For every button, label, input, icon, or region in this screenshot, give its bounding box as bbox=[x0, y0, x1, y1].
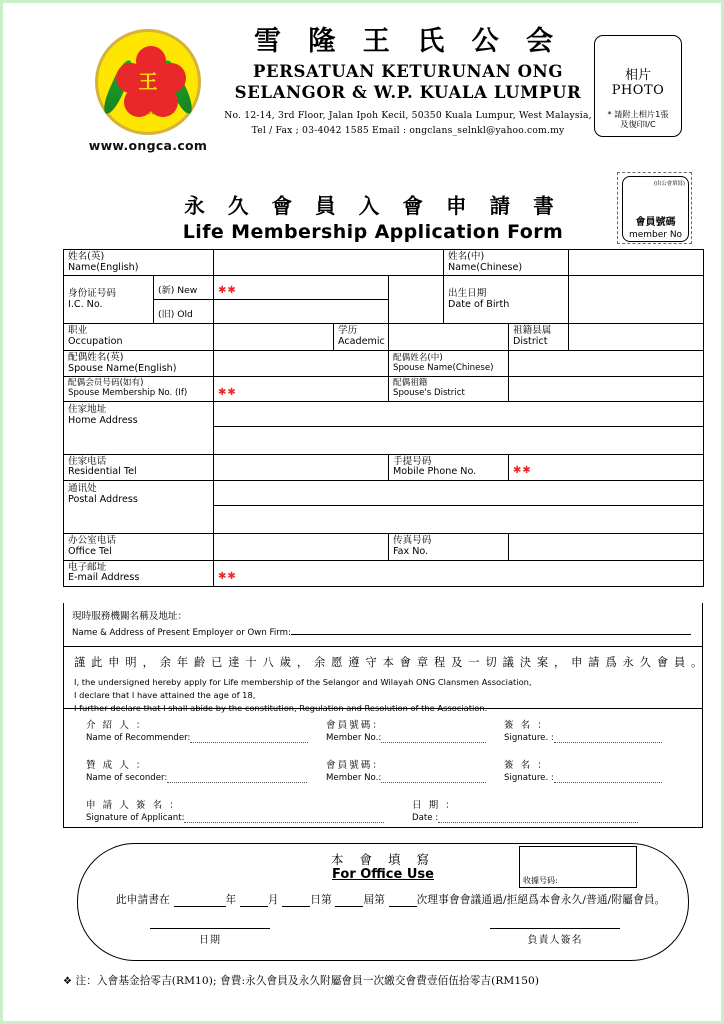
decision-part-5: 屆第 bbox=[363, 894, 386, 906]
cell-label-ic-old bbox=[154, 300, 214, 324]
office-decision-line bbox=[116, 892, 666, 907]
declaration-english-line1: I, the undersigned hereby apply for Life membership of the Selangor and Wilayah ONG Clansmen Association, bbox=[74, 677, 532, 687]
label-en: E-mail Address bbox=[68, 572, 140, 584]
seconder-label-cn: 贊 成 人 ： bbox=[86, 760, 148, 771]
org-contact-line: Tel / Fax ; 03-4042 1585 Email : ongclans_selnkl@yahoo.com.my bbox=[251, 124, 565, 136]
recommender-member-no-label-cn: 會員號碼： bbox=[326, 720, 384, 731]
employer-label-english: Name & Address of Present Employer or Own Firm: bbox=[72, 628, 291, 638]
recommender-member-no-input-line[interactable] bbox=[381, 734, 486, 743]
recommender-signature-label-en: Signature. : bbox=[504, 733, 554, 743]
cell-label-name-chinese bbox=[444, 250, 569, 276]
label-en: Name(Chinese) bbox=[448, 261, 523, 273]
application-date-field bbox=[412, 797, 638, 823]
input-spouse-district[interactable] bbox=[509, 377, 704, 401]
applicant-row bbox=[64, 797, 702, 831]
label-en: District bbox=[513, 336, 548, 348]
seconder-signature-label-en: Signature. : bbox=[504, 773, 554, 783]
website-url: www.ongca.com bbox=[88, 138, 208, 153]
input-home-address-line2[interactable] bbox=[214, 426, 704, 454]
table-row bbox=[64, 401, 704, 426]
recommender-member-no-label-en: Member No.: bbox=[326, 733, 382, 743]
label-cn: 办公室电话 bbox=[68, 535, 116, 547]
date-label-cn: 日 期 ： bbox=[412, 800, 457, 811]
seconder-member-no-label-en: Member No.: bbox=[326, 773, 382, 783]
decision-blank-year[interactable] bbox=[174, 897, 226, 907]
recommender-signature-label-cn: 簽 名 ： bbox=[504, 720, 549, 731]
seconder-field bbox=[86, 757, 307, 783]
label-en: Home Address bbox=[68, 414, 138, 426]
seconder-input-line[interactable] bbox=[167, 774, 307, 783]
cell-label-mobile-phone bbox=[389, 454, 509, 480]
office-officer-field bbox=[490, 928, 620, 946]
cell-label-residential-tel bbox=[64, 454, 214, 480]
input-spouse-name-chinese[interactable] bbox=[509, 350, 704, 376]
cell-label-ic-no bbox=[64, 276, 154, 324]
label-cn: 住家电话 bbox=[68, 455, 107, 467]
table-row bbox=[64, 276, 704, 300]
cell-label-home-address bbox=[64, 401, 214, 454]
label-en: Office Tel bbox=[68, 545, 112, 557]
required-marker: ✱✱ bbox=[513, 464, 532, 476]
label-cn: 通讯处 bbox=[68, 483, 97, 495]
label-cn: 配偶会员号码(如有) bbox=[68, 378, 144, 389]
label-cn: 姓名(英) bbox=[68, 251, 105, 262]
bullet-icon: ❖ bbox=[63, 976, 73, 987]
form-title-chinese: 永 久 會 員 入 會 申 請 書 bbox=[184, 194, 562, 218]
input-office-tel[interactable] bbox=[214, 534, 389, 560]
input-fax-no[interactable] bbox=[509, 534, 704, 560]
label-cn: 配偶姓名(中) bbox=[393, 353, 443, 364]
member-no-box bbox=[622, 176, 689, 242]
recommender-signature-field bbox=[504, 717, 662, 743]
cell-label-office-tel bbox=[64, 534, 214, 560]
photo-note-line1: * 請附上相片1張 bbox=[607, 109, 669, 119]
org-name-english-line2: SELANGOR & W.P. KUALA LUMPUR bbox=[234, 82, 582, 102]
applicant-details-table bbox=[63, 249, 704, 587]
label-cn: 出生日期 bbox=[448, 288, 487, 300]
office-signature-row bbox=[78, 928, 688, 956]
seconder-signature-label-en-row bbox=[504, 773, 662, 783]
label-ic-old: (旧) Old bbox=[158, 309, 193, 321]
fees-note bbox=[63, 973, 703, 988]
recommender-field bbox=[86, 717, 308, 743]
label-en: Residential Tel bbox=[68, 466, 137, 478]
label-en: Occupation bbox=[68, 336, 123, 348]
seconder-row bbox=[64, 757, 702, 791]
input-mobile-phone[interactable] bbox=[509, 454, 704, 480]
cell-label-name-english bbox=[64, 250, 214, 276]
label-cn: 学历 bbox=[338, 325, 358, 337]
input-ic-old[interactable] bbox=[214, 300, 389, 324]
input-residential-tel[interactable] bbox=[214, 454, 389, 480]
input-email-address[interactable] bbox=[214, 560, 704, 586]
decision-part-3: 月 bbox=[267, 894, 279, 906]
logo-caption: 雪隆王氏公會 bbox=[128, 109, 168, 116]
label-en: Fax No. bbox=[393, 545, 429, 557]
seconder-member-no-label-en-row bbox=[326, 773, 486, 783]
required-marker: ✱✱ bbox=[218, 386, 237, 398]
recommender-row bbox=[64, 717, 702, 751]
decision-blank-term[interactable] bbox=[335, 897, 363, 907]
label-cn: 配偶祖籍 bbox=[393, 378, 428, 389]
seconder-signature-field bbox=[504, 757, 662, 783]
seconder-signature-input-line[interactable] bbox=[554, 774, 662, 783]
org-name-chinese: 雪 隆 王 氏 公 会 bbox=[254, 26, 562, 57]
table-row bbox=[64, 377, 704, 401]
receipt-no-box[interactable] bbox=[519, 846, 637, 888]
cell-label-postal-address bbox=[64, 481, 214, 534]
applicant-signature-input-line[interactable] bbox=[184, 814, 384, 823]
decision-blank-meeting[interactable] bbox=[389, 897, 417, 907]
label-cn: 住家地址 bbox=[68, 403, 107, 415]
label-cn: 配偶姓名(英) bbox=[68, 351, 124, 363]
table-row bbox=[64, 534, 704, 560]
table-row bbox=[64, 350, 704, 376]
date-label-en-row bbox=[412, 813, 638, 823]
table-row bbox=[64, 481, 704, 506]
declaration-english-line3: I further declare that I shall abide by the constitution, Regulation and Resolution of the Association. bbox=[74, 702, 488, 713]
decision-part-1: 此申請書在 bbox=[116, 894, 170, 906]
seconder-member-no-field bbox=[326, 757, 486, 783]
recommender-label-en: Name of Recommender: bbox=[86, 733, 191, 743]
label-cn: 祖籍县属 bbox=[513, 325, 552, 337]
fees-note-text: 注：入會基金拾零吉(RM10); 會費:永久會員及永久附屬會員一次繳交會費壹佰伍拾零吉(RM150) bbox=[75, 975, 540, 987]
logo-surname-char bbox=[133, 67, 163, 97]
office-date-line[interactable] bbox=[150, 928, 270, 929]
recommender-signature-input-line[interactable] bbox=[554, 734, 662, 743]
employer-label-chinese: 現時服務機關名稱及地址： bbox=[72, 611, 188, 622]
photo-note-line2: 及復印I/C bbox=[620, 119, 656, 130]
table-row bbox=[64, 324, 704, 350]
decision-blank-day[interactable] bbox=[282, 897, 310, 907]
seconder-member-no-label-cn: 會員號碼： bbox=[326, 760, 384, 771]
recommender-signature-label-en-row bbox=[504, 733, 662, 743]
label-en: Date of Birth bbox=[448, 298, 510, 310]
label-en: I.C. No. bbox=[68, 298, 103, 310]
input-home-address-line1[interactable] bbox=[214, 401, 704, 426]
label-cn: 职业 bbox=[68, 325, 88, 337]
label-en: Spouse's District bbox=[393, 388, 465, 399]
recommender-label-en-row bbox=[86, 733, 308, 743]
cell-label-district bbox=[509, 324, 569, 350]
decision-part-2: 年 bbox=[225, 894, 237, 906]
input-academic[interactable] bbox=[389, 324, 509, 350]
cell-label-occupation bbox=[64, 324, 214, 350]
decision-part-6: 次理事會會議通過/拒絕爲本會永久/普通/附屬會員。 bbox=[416, 894, 666, 906]
office-use-title-chinese: 本 會 填 寫 bbox=[331, 852, 435, 867]
input-spouse-membership-no[interactable] bbox=[214, 377, 389, 401]
input-name-english[interactable] bbox=[214, 250, 444, 276]
decision-blank-month[interactable] bbox=[240, 897, 268, 907]
cell-label-date-of-birth bbox=[444, 276, 569, 324]
decision-part-4: 日第 bbox=[310, 894, 332, 906]
cell-label-spouse-membership-no bbox=[64, 377, 214, 401]
form-sheet bbox=[3, 3, 721, 1021]
seconder-member-no-input-line[interactable] bbox=[381, 774, 486, 783]
input-spouse-name-english[interactable] bbox=[214, 350, 389, 376]
label-en: Spouse Name(Chinese) bbox=[393, 362, 494, 373]
cell-label-spouse-name-chinese bbox=[389, 350, 509, 376]
recommender-input-line[interactable] bbox=[190, 734, 308, 743]
label-en: Postal Address bbox=[68, 494, 138, 506]
applicant-label-en-row bbox=[86, 813, 384, 823]
association-logo bbox=[83, 29, 213, 153]
recommender-member-no-label-en-row bbox=[326, 733, 486, 743]
label-cn: 电子邮址 bbox=[68, 561, 107, 573]
office-use-title-english: For Office Use bbox=[332, 867, 434, 882]
logo-emblem-icon bbox=[95, 29, 201, 135]
cell-empty-ic bbox=[389, 276, 444, 324]
applicant-label-en: Signature of Applicant: bbox=[86, 813, 185, 823]
label-en: Mobile Phone No. bbox=[393, 466, 477, 478]
office-officer-caption: 負責人簽名 bbox=[527, 935, 583, 946]
cell-label-academic bbox=[334, 324, 389, 350]
photo-label-chinese: 相片 bbox=[624, 68, 651, 83]
label-ic-new: (新) New bbox=[158, 285, 198, 297]
input-postal-address-line2[interactable] bbox=[214, 506, 704, 534]
applicant-label-cn: 申 請 人 簽 名 ： bbox=[86, 800, 181, 811]
seconder-label-en-row bbox=[86, 773, 307, 783]
office-officer-line[interactable] bbox=[490, 928, 620, 929]
signatures-section bbox=[63, 709, 703, 828]
org-address-line1: No. 12-14, 3rd Floor, Jalan Ipoh Kecil, 50350 Kuala Lumpur, West Malaysia, bbox=[224, 109, 592, 121]
recommender-label-cn: 介 紹 人 ： bbox=[86, 720, 148, 731]
receipt-no-label: 收據号码: bbox=[523, 876, 558, 885]
cell-label-email-address bbox=[64, 560, 214, 586]
employer-input-line[interactable] bbox=[291, 626, 691, 635]
org-titles bbox=[213, 25, 603, 137]
label-cn: 手提号码 bbox=[393, 455, 432, 467]
member-no-label-chinese: 會員號碼 bbox=[635, 217, 676, 228]
cell-label-fax-no bbox=[389, 534, 509, 560]
member-no-office-note: (由公會填寫) bbox=[653, 181, 685, 187]
table-row bbox=[64, 454, 704, 480]
office-date-caption: 日期 bbox=[199, 935, 221, 946]
table-row bbox=[64, 560, 704, 586]
org-name-english-line1: PERSATUAN KETURUNAN ONG bbox=[252, 61, 564, 81]
form-title-english: Life Membership Application Form bbox=[182, 221, 564, 243]
date-label-en: Date : bbox=[412, 813, 439, 823]
label-en: Spouse Name(English) bbox=[68, 362, 177, 374]
declaration-english-line2: I declare that I have attained the age of 18, bbox=[74, 689, 256, 700]
input-occupation[interactable] bbox=[214, 324, 334, 350]
form-title bbox=[153, 189, 593, 243]
office-date-field bbox=[150, 928, 270, 946]
label-en: Spouse Membership No. (If) bbox=[68, 388, 188, 399]
input-name-chinese[interactable] bbox=[569, 250, 704, 276]
required-marker: ✱✱ bbox=[218, 285, 237, 297]
table-row bbox=[64, 250, 704, 276]
employer-label-english-row bbox=[72, 626, 694, 638]
employer-section bbox=[63, 603, 703, 647]
seconder-label-en: Name of seconder: bbox=[86, 773, 168, 783]
label-cn: 传真号码 bbox=[393, 535, 432, 547]
applicant-signature-field bbox=[86, 797, 384, 823]
recommender-member-no-field bbox=[326, 717, 486, 743]
cell-label-ic-new bbox=[154, 276, 214, 300]
cell-label-spouse-district bbox=[389, 377, 509, 401]
seconder-signature-label-cn: 簽 名 ： bbox=[504, 760, 549, 771]
member-no-label-english: member No bbox=[628, 230, 683, 240]
required-marker: ✱✱ bbox=[218, 570, 237, 582]
cell-label-spouse-name-english bbox=[64, 350, 214, 376]
input-date-of-birth[interactable] bbox=[569, 276, 704, 324]
office-use-section bbox=[77, 843, 689, 961]
label-cn: 姓名(中) bbox=[448, 251, 485, 262]
declaration-section bbox=[63, 647, 704, 713]
label-en: Academic bbox=[338, 336, 385, 348]
logo-surname-text: 王 bbox=[138, 70, 158, 93]
declaration-chinese: 謹 此 申 明 ， 余 年 齡 已 達 十 八 歲 ， 余 愿 遵 守 本 會 章 程 及 一 切 議 決 案 ， 申 請 爲 永 久 會 員 。 bbox=[74, 656, 704, 669]
label-cn: 身份证号码 bbox=[68, 288, 116, 300]
input-postal-address-line1[interactable] bbox=[214, 481, 704, 506]
application-date-input-line[interactable] bbox=[438, 814, 638, 823]
input-district[interactable] bbox=[569, 324, 704, 350]
member-no-outer-box bbox=[617, 172, 692, 244]
photo-placeholder-box bbox=[594, 35, 682, 137]
label-en: Name(English) bbox=[68, 261, 139, 273]
input-ic-new[interactable] bbox=[214, 276, 389, 300]
photo-label-english: PHOTO bbox=[611, 83, 665, 98]
